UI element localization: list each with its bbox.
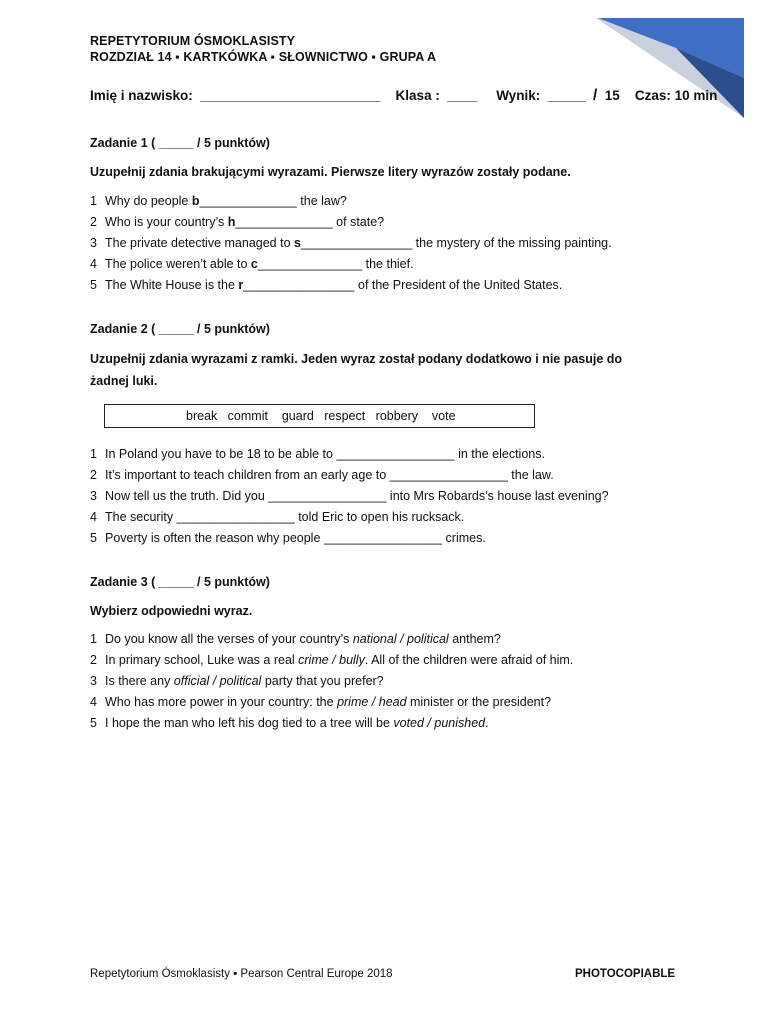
item-number: 5 xyxy=(90,278,97,292)
score-max: 15 xyxy=(604,88,620,103)
item-number: 2 xyxy=(90,468,97,482)
task3-title: Zadanie 3 ( _____ / 5 punktów) xyxy=(90,575,270,589)
item-choice: official / political xyxy=(173,674,262,688)
task1-instruction: Uzupełnij zdania brakującymi wyrazami. Pierwsze litery wyrazów zostały podane. xyxy=(90,165,571,179)
item-number: 3 xyxy=(90,489,97,503)
task1-title: Zadanie 1 ( _____ / 5 punktów) xyxy=(90,136,270,150)
task2-title: Zadanie 2 ( _____ / 5 punktów) xyxy=(90,322,270,336)
item-text-after: the thief. xyxy=(362,257,414,271)
task2-instruction-line1: Uzupełnij zdania wyrazami z ramki. Jeden wyraz został podany dodatkowo i nie pasuje do xyxy=(90,352,623,366)
item-text-after: . xyxy=(485,716,489,730)
name-blank: ________________________ xyxy=(200,88,381,103)
item-text-after: of state? xyxy=(332,215,385,229)
time-label: Czas: 10 min xyxy=(634,88,718,103)
footer-credit: Repetytorium Ósmoklasisty ▪ Pearson Central Europe 2018 xyxy=(90,968,393,980)
item-choice: national / political xyxy=(352,632,449,646)
item-first-letter: r xyxy=(238,278,244,292)
item-text-before: The White House is the xyxy=(105,278,239,292)
item-text: Poverty is often the reason why people _________________ crimes. xyxy=(105,531,486,545)
header-line-1: REPETYTORIUM ÓSMOKLASISTY xyxy=(90,34,296,48)
item-text-after: minister or the president? xyxy=(406,695,552,709)
item-text-before: The police weren’t able to xyxy=(105,257,251,271)
score-blank: _____ xyxy=(547,88,586,103)
item-number: 2 xyxy=(90,215,97,229)
item-number: 4 xyxy=(90,695,97,709)
item-text-before: Who is your country’s xyxy=(105,215,228,229)
task1-item xyxy=(90,194,347,208)
task3-item xyxy=(90,695,551,709)
name-label: Imię i nazwisko: xyxy=(90,88,193,103)
task2-instruction-line2: żadnej luki. xyxy=(90,374,158,388)
item-text-after: party that you prefer? xyxy=(261,674,384,688)
task1-item xyxy=(90,236,612,250)
task1-item xyxy=(90,257,414,271)
task3-instruction: Wybierz odpowiedni wyraz. xyxy=(90,604,253,618)
item-text-after: the law? xyxy=(296,194,347,208)
score-label: Wynik: xyxy=(496,88,541,103)
task3-item xyxy=(90,716,489,730)
item-blank: ______________ xyxy=(199,194,297,208)
task2-item xyxy=(90,468,554,482)
item-text-before: I hope the man who left his dog tied to a tree will be xyxy=(105,716,394,730)
item-choice: crime / bully xyxy=(298,653,365,667)
item-text: Now tell us the truth. Did you _________________ into Mrs Robards’s house last evening? xyxy=(105,489,609,503)
item-number: 1 xyxy=(90,447,97,461)
item-number: 4 xyxy=(90,510,97,524)
item-blank: ________________ xyxy=(243,278,355,292)
item-number: 5 xyxy=(90,716,97,730)
class-blank: ____ xyxy=(447,88,478,103)
item-first-letter: b xyxy=(191,194,200,208)
task2-item xyxy=(90,531,486,545)
student-info-line xyxy=(90,87,717,105)
item-text-before: Why do people xyxy=(105,194,192,208)
item-blank: _______________ xyxy=(257,257,363,271)
item-text-before: Do you know all the verses of your country’s xyxy=(105,632,353,646)
item-first-letter: s xyxy=(294,236,301,250)
item-text-after: of the President of the United States. xyxy=(354,278,563,292)
task2-item xyxy=(90,489,609,503)
item-blank: ______________ xyxy=(235,215,333,229)
item-number: 1 xyxy=(90,194,97,208)
item-number: 4 xyxy=(90,257,97,271)
item-first-letter: c xyxy=(250,257,258,271)
item-number: 5 xyxy=(90,531,97,545)
item-choice: voted / punished xyxy=(393,716,486,730)
task3-item xyxy=(90,653,573,667)
item-text-after: anthem? xyxy=(448,632,501,646)
score-slash: / xyxy=(592,87,598,104)
item-number: 3 xyxy=(90,674,97,688)
item-text: It’s important to teach children from an early age to _________________ the law. xyxy=(105,468,554,482)
header-line-2: ROZDZIAŁ 14 ▪ KARTKÓWKA ▪ SŁOWNICTWO ▪ GRUPA A xyxy=(90,50,437,64)
item-text: The security _________________ told Eric to open his rucksack. xyxy=(105,510,465,524)
item-text-after: the mystery of the missing painting. xyxy=(412,236,612,250)
word-box-words: break commit guard respect robbery vote xyxy=(186,409,456,423)
item-number: 3 xyxy=(90,236,97,250)
task1-item xyxy=(90,215,384,229)
task2-item xyxy=(90,447,545,461)
item-text-before: The private detective managed to xyxy=(105,236,295,250)
item-text-after: . All of the children were afraid of him. xyxy=(364,653,574,667)
task3-item xyxy=(90,632,501,646)
task1-item xyxy=(90,278,562,292)
item-number: 2 xyxy=(90,653,97,667)
word-box xyxy=(104,404,535,428)
item-text-before: Is there any xyxy=(105,674,174,688)
item-text-before: Who has more power in your country: the xyxy=(105,695,338,709)
item-choice: prime / head xyxy=(337,695,407,709)
task2-instruction xyxy=(90,348,670,392)
item-text-before: In primary school, Luke was a real xyxy=(105,653,299,667)
task3-item xyxy=(90,674,384,688)
item-blank: ________________ xyxy=(300,236,413,250)
class-label: Klasa : xyxy=(395,88,440,103)
item-first-letter: h xyxy=(227,215,236,229)
task2-item xyxy=(90,510,464,524)
footer-photocopiable: PHOTOCOPIABLE xyxy=(575,968,676,980)
item-text: In Poland you have to be 18 to be able to _________________ in the elections. xyxy=(105,447,545,461)
item-number: 1 xyxy=(90,632,97,646)
